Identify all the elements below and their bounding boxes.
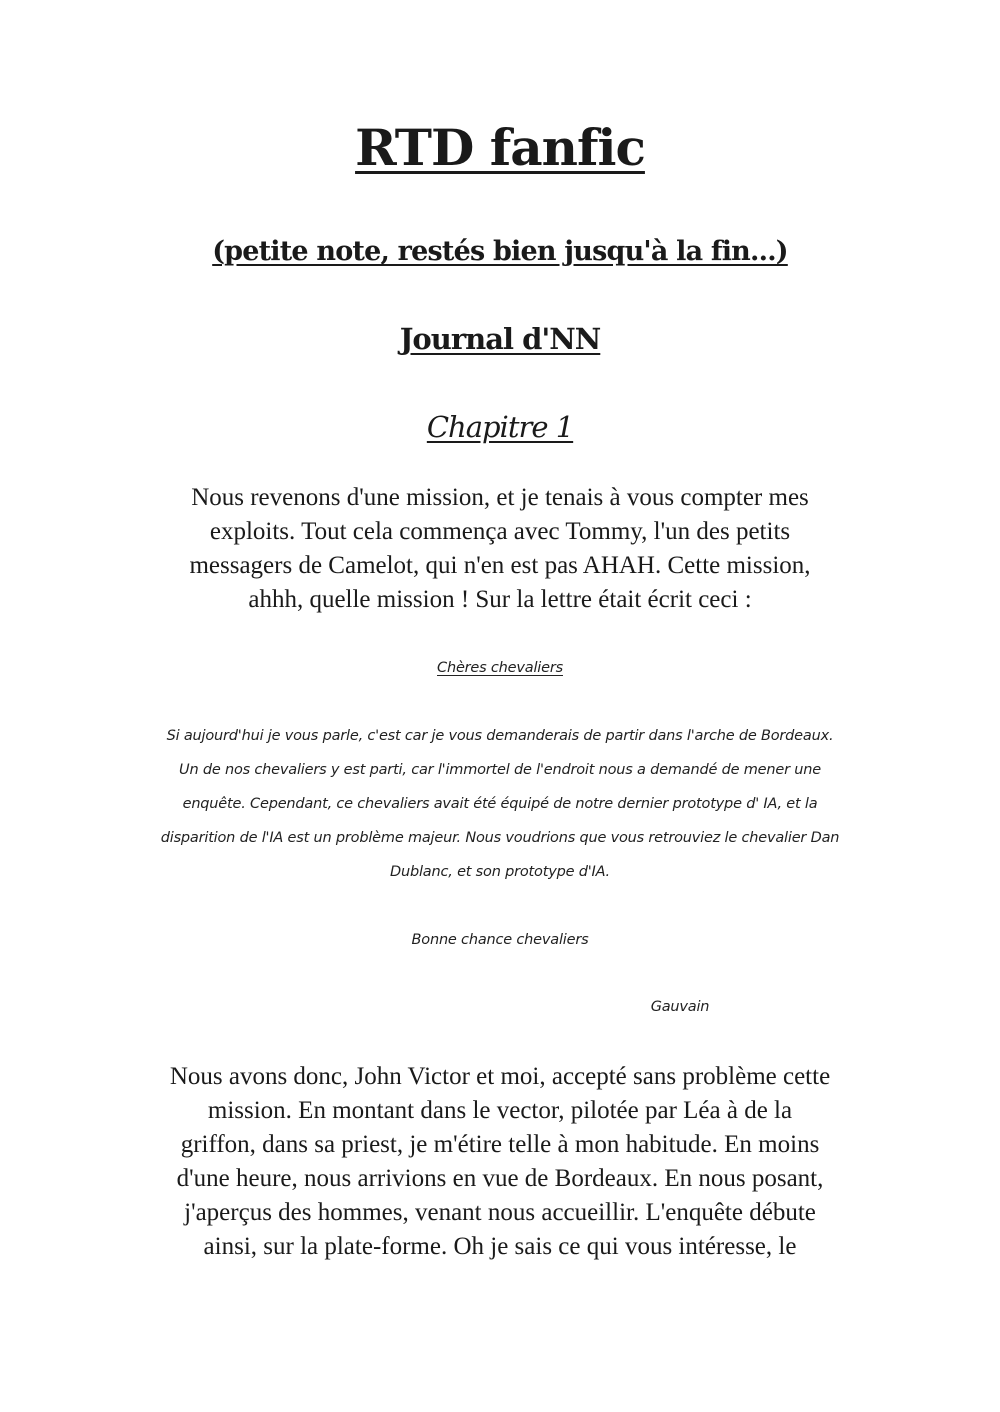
letter-line: Si aujourd'hui je vous parle, c'est car je vous demanderais de partir dans l'arche de Bordeaux. [166, 728, 834, 744]
letter-signature: Gauvain [650, 999, 710, 1015]
letter-greeting: Chères chevaliers [437, 660, 563, 676]
letter-line: Dublanc, et son prototype d'IA. [390, 864, 610, 880]
letter-line: disparition de l'IA est un problème majeur. Nous voudrions que vous retrouviez le chevalier Dan [160, 830, 840, 846]
paragraph-line: Nous avons donc, John Victor et moi, accepté sans problème cette [169, 1063, 831, 1090]
paragraph-line: griffon, dans sa priest, je m'étire telle à mon habitude. En moins [180, 1131, 820, 1158]
paragraph-line: Nous revenons d'une mission, et je tenais à vous compter mes [191, 484, 809, 511]
document-subtitle: (petite note, restés bien jusqu'à la fin...) [212, 236, 788, 267]
paragraph-line: exploits. Tout cela commença avec Tommy, l'un des petits [209, 518, 791, 545]
letter-line: Un de nos chevaliers y est parti, car l'immortel de l'endroit nous a demandé de mener une [179, 762, 821, 778]
letter-line: enquête. Cependant, ce chevaliers avait été équipé de notre dernier prototype d' IA, et la [182, 796, 818, 812]
journal-heading: Journal d'NN [399, 322, 601, 356]
chapter-heading: Chapitre 1 [426, 410, 574, 444]
paragraph-line: ahhh, quelle mission ! Sur la lettre était écrit ceci : [248, 586, 752, 613]
paragraph-line: ainsi, sur la plate-forme. Oh je sais ce qui vous intéresse, le [203, 1233, 797, 1260]
paragraph-line: d'une heure, nous arrivions en vue de Bordeaux. En nous posant, [176, 1165, 824, 1192]
paragraph-line: mission. En montant dans le vector, pilotée par Léa à de la [207, 1097, 793, 1124]
paragraph-line: messagers de Camelot, qui n'en est pas AHAH. Cette mission, [189, 552, 811, 579]
document-title: RTD fanfic [355, 118, 645, 177]
letter-closing: Bonne chance chevaliers [411, 932, 589, 948]
paragraph-line: j'aperçus des hommes, venant nous accueillir. L'enquête débute [184, 1199, 816, 1226]
